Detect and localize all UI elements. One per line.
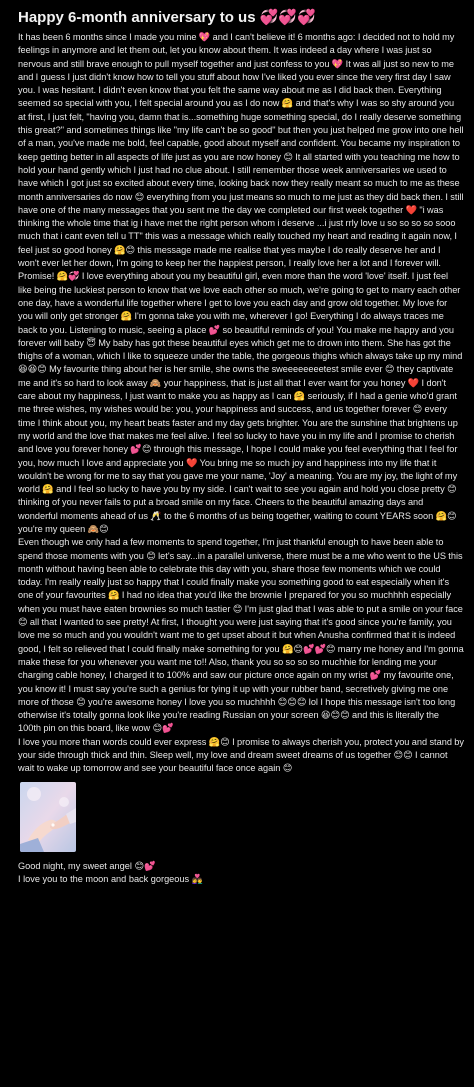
sign-off-line-1: Good night, my sweet angel 😊💕 — [18, 860, 156, 871]
note-paragraph-1: It has been 6 months since I made you mine 💖 and I can't believe it! 6 months ago: I decided not to hold my feelings in anymore and let them out, let you know about them. It was indeed a day where I was just so nervous and still brave enough to pull myself together and just confess to you 💖 It was all just so new to me and I guess I just didn't know how to tell you stuff about how I've liked you ever since the very first day I saw you. I was hesitant. I didn't even know that you felt the same way about me as I did back then. Everything seemed so special with you, I felt special around you as I do now 🤗 and that's why I was so shy around you at first, I just felt, "having you, damn that is...something huge something special, do I really deserve something this great?" and sometimes things like "my life can't be so good" but then you just helped me grow into one hell of a man, you've made me bold, feel capable, good about myself and confident. You became my inspiration to keep getting better in all aspects of life just as you are now honey 😊 It all started with you teaching me how to hold your hand gently which I just had no clue about. I still remember those week anniversaries we used to have which I got just so excited about every time, looking back now they really meant so much to me as these month anniversaries do now 😊 everything from you just means so much to me just as they did back then. I still have one of the many messages that you sent me the day we completed our first week together ❤️ "i was thinking the whole time that ig i have met the right person whom i deserve ...i just rrly love u so so so so sooo much that i cant even tell u TT" this was a message which really touched my heart and reading it again now, I feel just so good honey 🤗😊 this message made me realise that yes maybe I do really deserve her and I won't ever let her down, I'm going to keep her the happiest person, I really love her a lot and I forever will. Promise! 🤗💞 I love everything about you my beautiful girl, even more than the word 'love' itself. I just feel like being the luckiest person to know that we love each other so much, we're going to get to marry each other one day, have a wonderful life together where I get to love you each day and grow old together. My love for you will only get stronger 🤗 I'm gonna take you with me, wherever I go! Everything I do always traces me back to you. Listening to music, seeing a place 💕 so beautiful reminds of you! You make me happy and you forever will baby 😇 My baby has got these beautiful eyes which get me to drown into them. She has got the thighs of a woman, which I like to squeeze under the table, the gorgeous thighs which always take up my mind 😆😆😊 My favourite thing about her is her smile, she owns the sweeeeeeeetest smile ever 😊 they captivate me and it's so hard to look away 🙈 your happiness, that is just all that I ever want for you honey ❤️ I don't care about my happiness, I just want to make you as happy as I can 🤗 seriously, if I had a genie who'd grant me three wishes, my wishes would be: you, your happiness and success, and us together forever 😊 every time I think about you, my heart beats faster and my day gets brighter. You are the sunshine that brightens up my world and the love that makes me feel alive. I feel so lucky to have you in my life and I promise to cherish and love you forever honey 💕😊 through this message, I hope I could make you feel everything that I feel for you, how much I love and appreciate you ❤️ You bring me so much joy and happiness into my life that it wouldn't be wrong for me to say that you gave me your name, 'Joy' a meaning. You are my joy, the light of my world 🤗 and I feel so lucky to have you by my side. I can't wait to see you again and hold you close pretty 😊 thinking of you never fails to put a broad smile on my face. Cheers to the beautiful amazing days and wonderful moments ahead of us 🥂 to the 6 months of us being together, waiting to count YEARS soon 🤗😊 you're my queen 🙈😊 — [18, 32, 464, 534]
note-paragraph-3: I love you more than words could ever express 🤗😊 I promise to always cherish you, protect you and stand by your side through thick and thin. Sleep well, my love and dream sweet dreams of us together 😊😊 I cannot wait to wake up tomorrow and see your beautiful face once again 😊 — [18, 736, 464, 774]
sign-off-line-2: I love you to the moon and back gorgeous 👩‍❤️‍👨 — [18, 874, 204, 885]
couple-hands-image — [20, 782, 76, 852]
note-title: Happy 6-month anniversary to us 💞💞💞 — [18, 9, 316, 26]
couple-photo-thumbnail[interactable] — [20, 782, 76, 852]
note-paragraph-2: Even though we only had a few moments to spend together, I'm just thankful enough to have been able to spend those moments with you 😊 let's say...in a parallel universe, there must be a me who went to the US this month without having been able to celebrate this day with you, share those few moments which we could today. I'm really really just so happy that I could finally make you something good to eat especially when it's one of your favourites 🤗 I had no idea that you'd like the brownie I prepared for you so muchhhh especially when you must have eaten brownies so much tastier 😊 I'm just glad that I was able to put a smile on your face 😊 all that I wanted to see pretty! At first, I thought you were just saying that it's good since you're family, you love me so much and you wouldn't want me to get upset about it but when Anusha confirmed that it is indeed good, I felt so relieved that I could finally make something for you 🤗😊💕💕😊 marry me honey and I'm gonna make these for you whenever you want me to!! Also, thank you so so so so muchhie for lending me your charging cable honey, I charged it to 100% and saw our picture once again on my wrist 💕 my favourite one, you know it! I must say you're such a genius for tying it up with your rubber band, secretively giving me one more of those 😊 you're awesome honey I love you so muchhhh 😊😊😊 lol I hope this message isn't too long otherwise it's totally gonna look like you're reading Russian on your screen 😆😊😊 and this is literally the 100th pin on this board, like wow 😊💕 — [18, 537, 464, 734]
